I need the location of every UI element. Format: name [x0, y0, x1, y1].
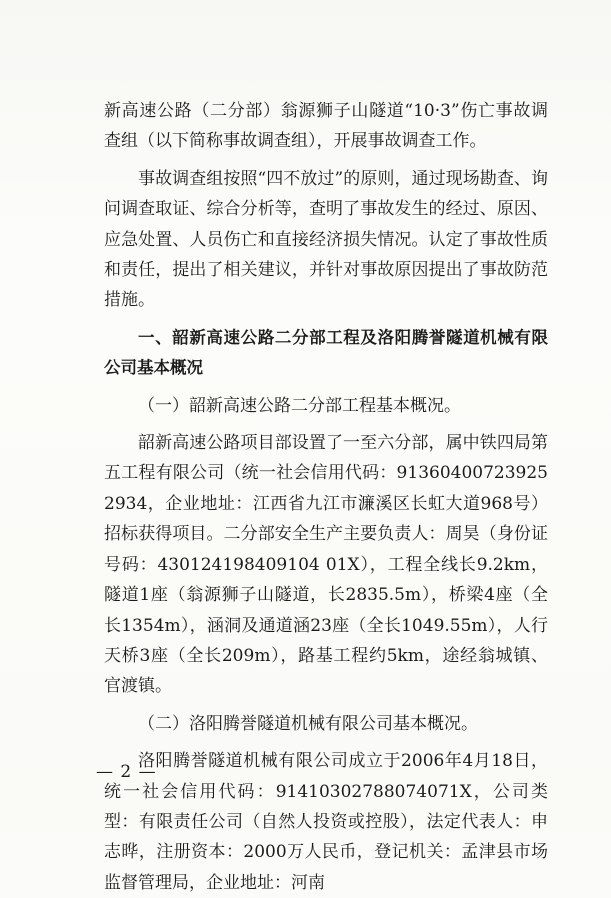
paragraph-company-overview: 洛阳腾誉隧道机械有限公司成立于2006年4月18日，统一社会信用代码：91410302788074071X，公司类型：有限责任公司（自然人投资或控股），法定代表人：申志晔，注册资本：2000万人民币，登记机关：孟津县市场监督管理局，企业地址：河南 — [104, 751, 548, 893]
page-number: — 2 — — [96, 762, 157, 782]
paragraph-intro-continued: 新高速公路（二分部）翁源狮子山隧道“10·3”伤亡事故调查组（以下简称事故调查组），开展事故调查工作。 — [104, 101, 548, 152]
section-heading-1: 一、韶新高速公路二分部工程及洛阳腾誉隧道机械有限公司基本概况 — [104, 327, 548, 378]
subsection-heading-2: （二）洛阳腾誉隧道机械有限公司基本概况。 — [138, 713, 478, 734]
document-body — [104, 96, 548, 898]
paragraph-project-overview: 韶新高速公路项目部设置了一至六分部，属中铁四局第五工程有限公司（统一社会信用代码：913604007239252934，企业地址：江西省九江市濂溪区长虹大道968号）招标获得项目。二分部安全生产主要负责人：周昊（身份证号码：430124198409104 01X），工程全线长9.2km，隧道1座（翁源狮子山隧道，长2835.5m），桥梁4座（全长1354m），涵洞及通道涵23座（全长1049.55m），人行天桥3座（全长209m），路基工程约5km，途经翁城镇、官渡镇。 — [104, 433, 548, 697]
paragraph-investigation-principle: 事故调查组按照“四不放过”的原则，通过现场勘查、询问调查取证、综合分析等，查明了事故发生的经过、原因、应急处置、人员伤亡和直接经济损失情况。认定了事故性质和责任，提出了相关建议，并针对事故原因提出了事故防范措施。 — [104, 168, 548, 311]
subsection-heading-1: （一）韶新高速公路二分部工程基本概况。 — [138, 395, 461, 416]
